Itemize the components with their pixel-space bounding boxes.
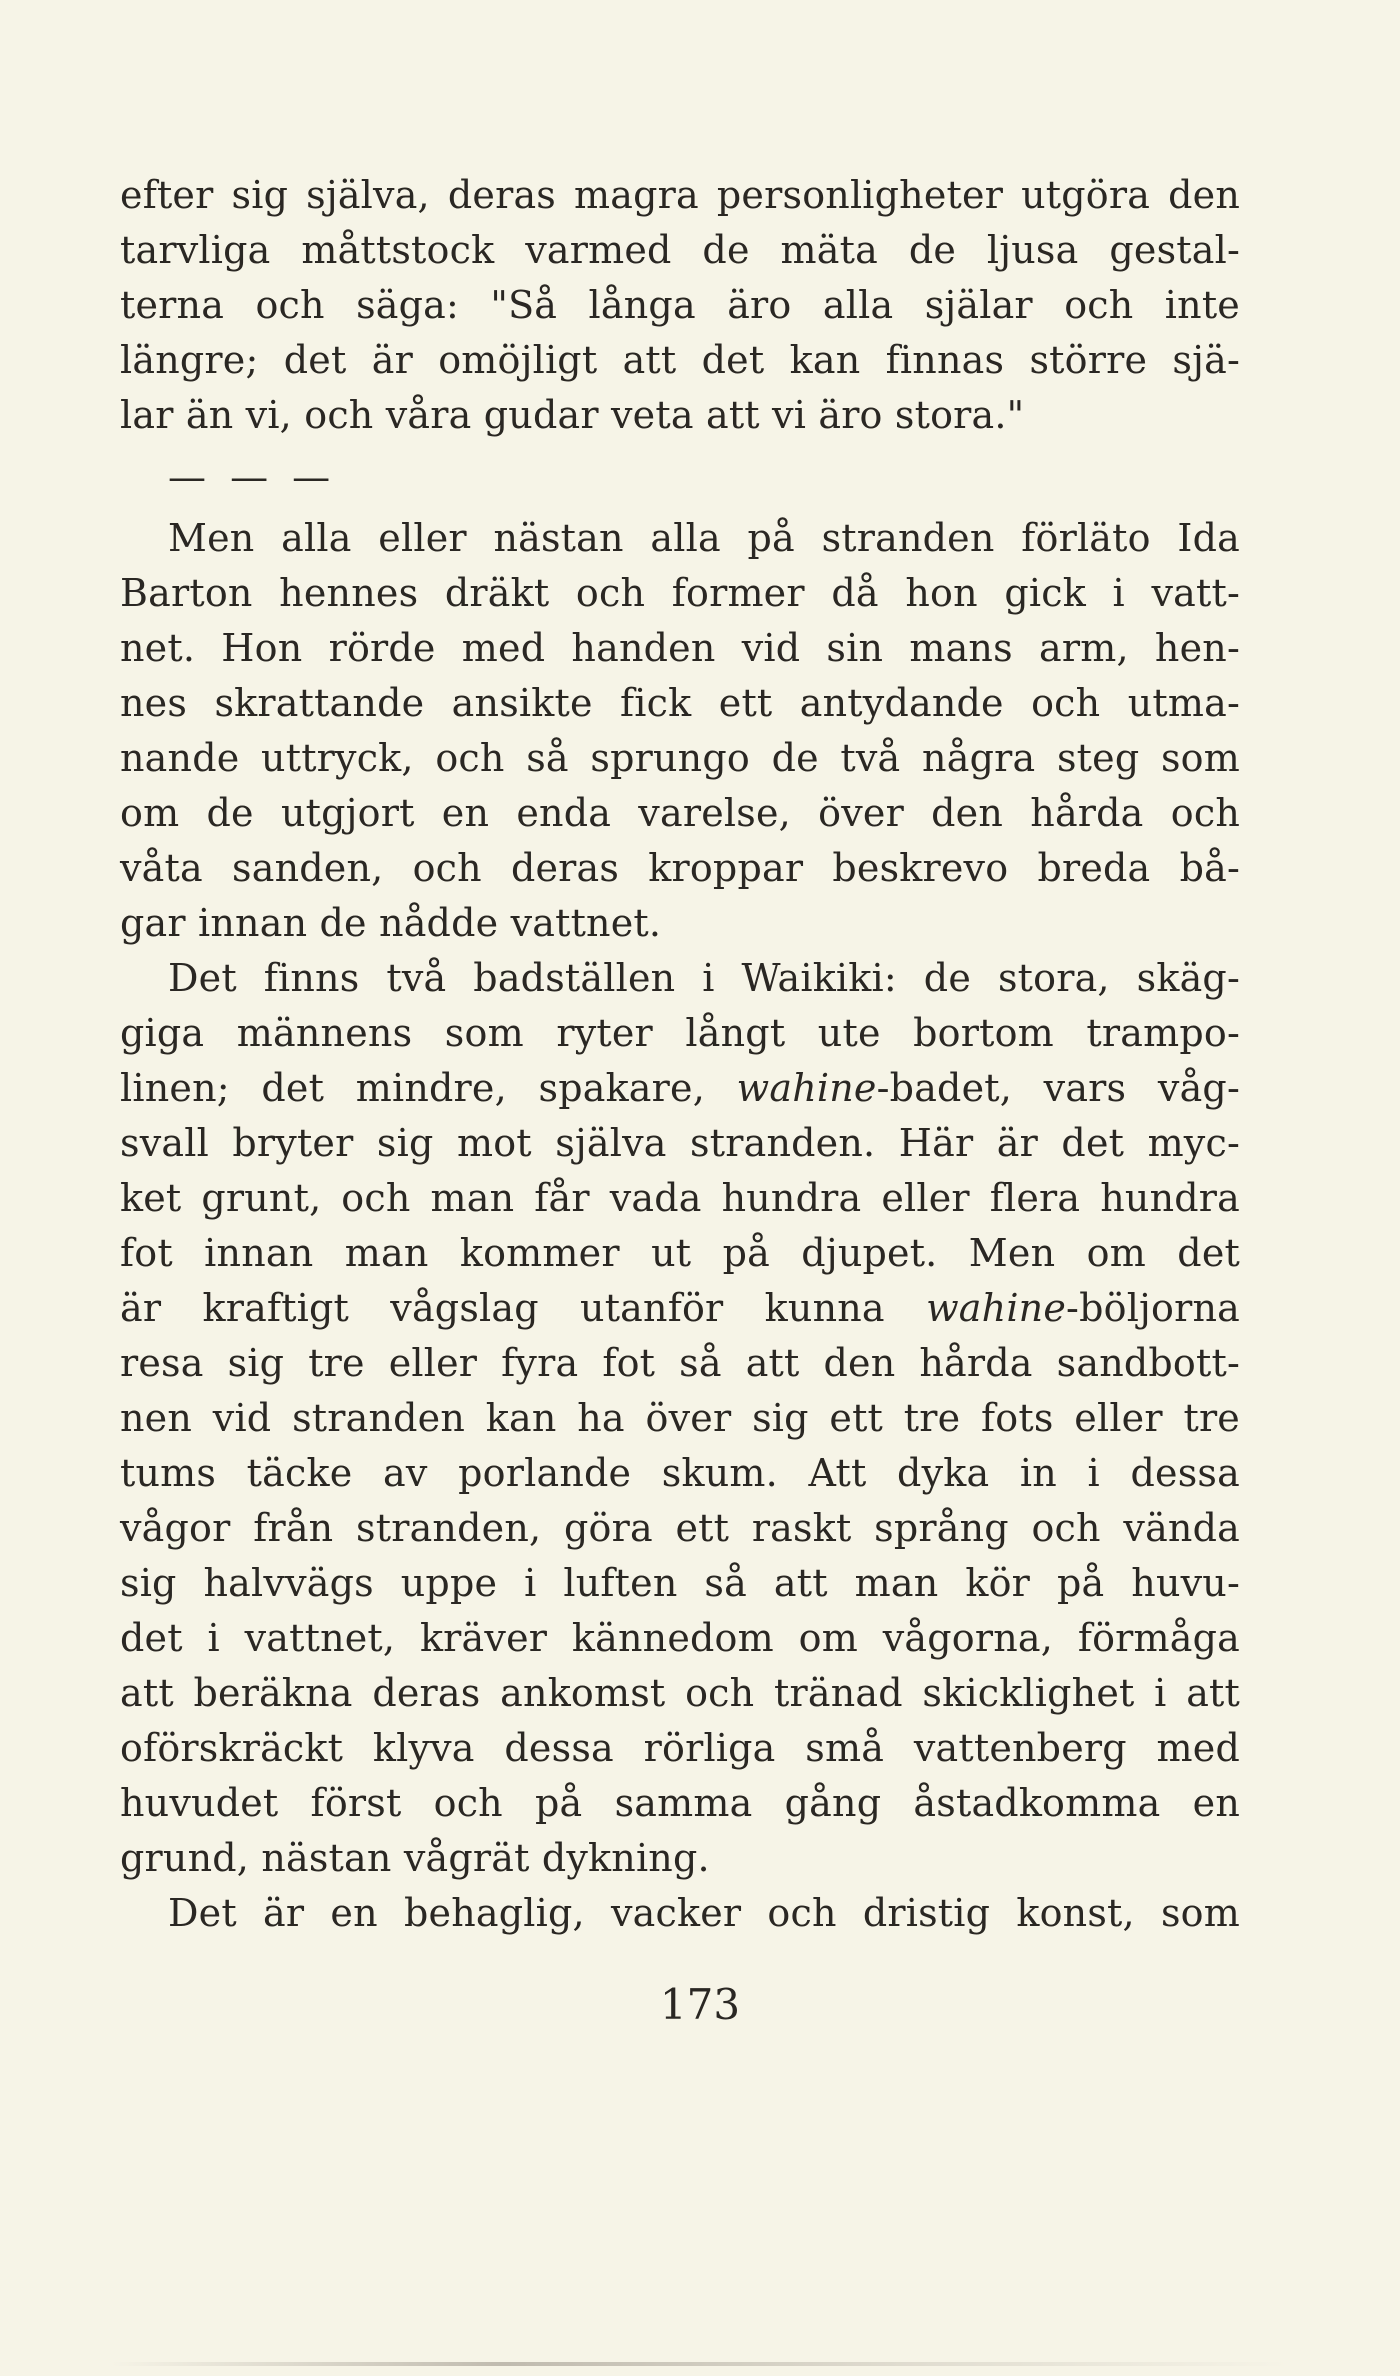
text-line: Barton hennes dräkt och former då hon gick i vatt-	[120, 571, 1240, 615]
text-line: oförskräckt klyva dessa rörliga små vattenberg med	[120, 1726, 1240, 1770]
text-line: lar än vi, och våra gudar veta att vi äro stora."	[120, 393, 1025, 437]
text-line: Det är en behaglig, vacker och dristig konst, som	[168, 1891, 1240, 1935]
section-separator: — — —	[168, 455, 337, 499]
body-text	[120, 168, 1240, 1941]
text-line: Men alla eller nästan alla på stranden förläto Ida	[168, 516, 1240, 560]
text-line: efter sig själva, deras magra personligheter utgöra den	[120, 173, 1240, 217]
text-line: nen vid stranden kan ha över sig ett tre fots eller tre	[120, 1396, 1240, 1440]
text-line: terna och säga: "Så långa äro alla själar och inte	[120, 283, 1240, 327]
text-span: -böljorna	[1066, 1286, 1240, 1330]
text-line: våta sanden, och deras kroppar beskrevo breda bå-	[120, 846, 1240, 890]
italic-word: wahine	[926, 1286, 1067, 1330]
italic-word: wahine	[736, 1066, 877, 1110]
text-line: fot innan man kommer ut på djupet. Men om det	[120, 1231, 1240, 1275]
text-line: Det finns två badställen i Waikiki: de stora, skäg-	[168, 956, 1240, 1000]
text-line: net. Hon rörde med handen vid sin mans arm, hen-	[120, 626, 1240, 670]
text-line: huvudet först och på samma gång åstadkomma en	[120, 1781, 1240, 1825]
text-span: -badet, vars våg-	[876, 1066, 1240, 1110]
text-line: gar innan de nådde vattnet.	[120, 901, 662, 945]
page-number: 173	[659, 1980, 741, 2029]
text-line: tarvliga måttstock varmed de mäta de ljusa gestal-	[120, 228, 1240, 272]
text-line: nes skrattande ansikte fick ett antydande och utma-	[120, 681, 1240, 725]
text-line: tums täcke av porlande skum. Att dyka in i dessa	[120, 1451, 1240, 1495]
text-line	[120, 1061, 1240, 1116]
text-line	[120, 1281, 1240, 1336]
text-line: om de utgjort en enda varelse, över den hårda och	[120, 791, 1240, 835]
text-line: ket grunt, och man får vada hundra eller flera hundra	[120, 1176, 1240, 1220]
text-line: sig halvvägs uppe i luften så att man kör på huvu-	[120, 1561, 1240, 1605]
text-span: är kraftigt vågslag utanför kunna	[120, 1286, 927, 1330]
text-line: grund, nästan vågrät dykning.	[120, 1836, 710, 1880]
text-line: längre; det är omöjligt att det kan finnas större sjä-	[120, 338, 1240, 382]
text-line: vågor från stranden, göra ett raskt språng och vända	[120, 1506, 1240, 1550]
text-span: linen; det mindre, spakare,	[120, 1066, 737, 1110]
scan-edge	[110, 2362, 1290, 2366]
text-line: det i vattnet, kräver kännedom om vågorna, förmåga	[120, 1616, 1240, 1660]
text-line: svall bryter sig mot själva stranden. Här är det myc-	[120, 1121, 1240, 1165]
text-line: nande uttryck, och så sprungo de två några steg som	[120, 736, 1240, 780]
text-line: att beräkna deras ankomst och tränad skicklighet i att	[120, 1671, 1240, 1715]
text-line: resa sig tre eller fyra fot så att den hårda sandbott-	[120, 1341, 1240, 1385]
text-line: giga männens som ryter långt ute bortom trampo-	[120, 1011, 1240, 1055]
